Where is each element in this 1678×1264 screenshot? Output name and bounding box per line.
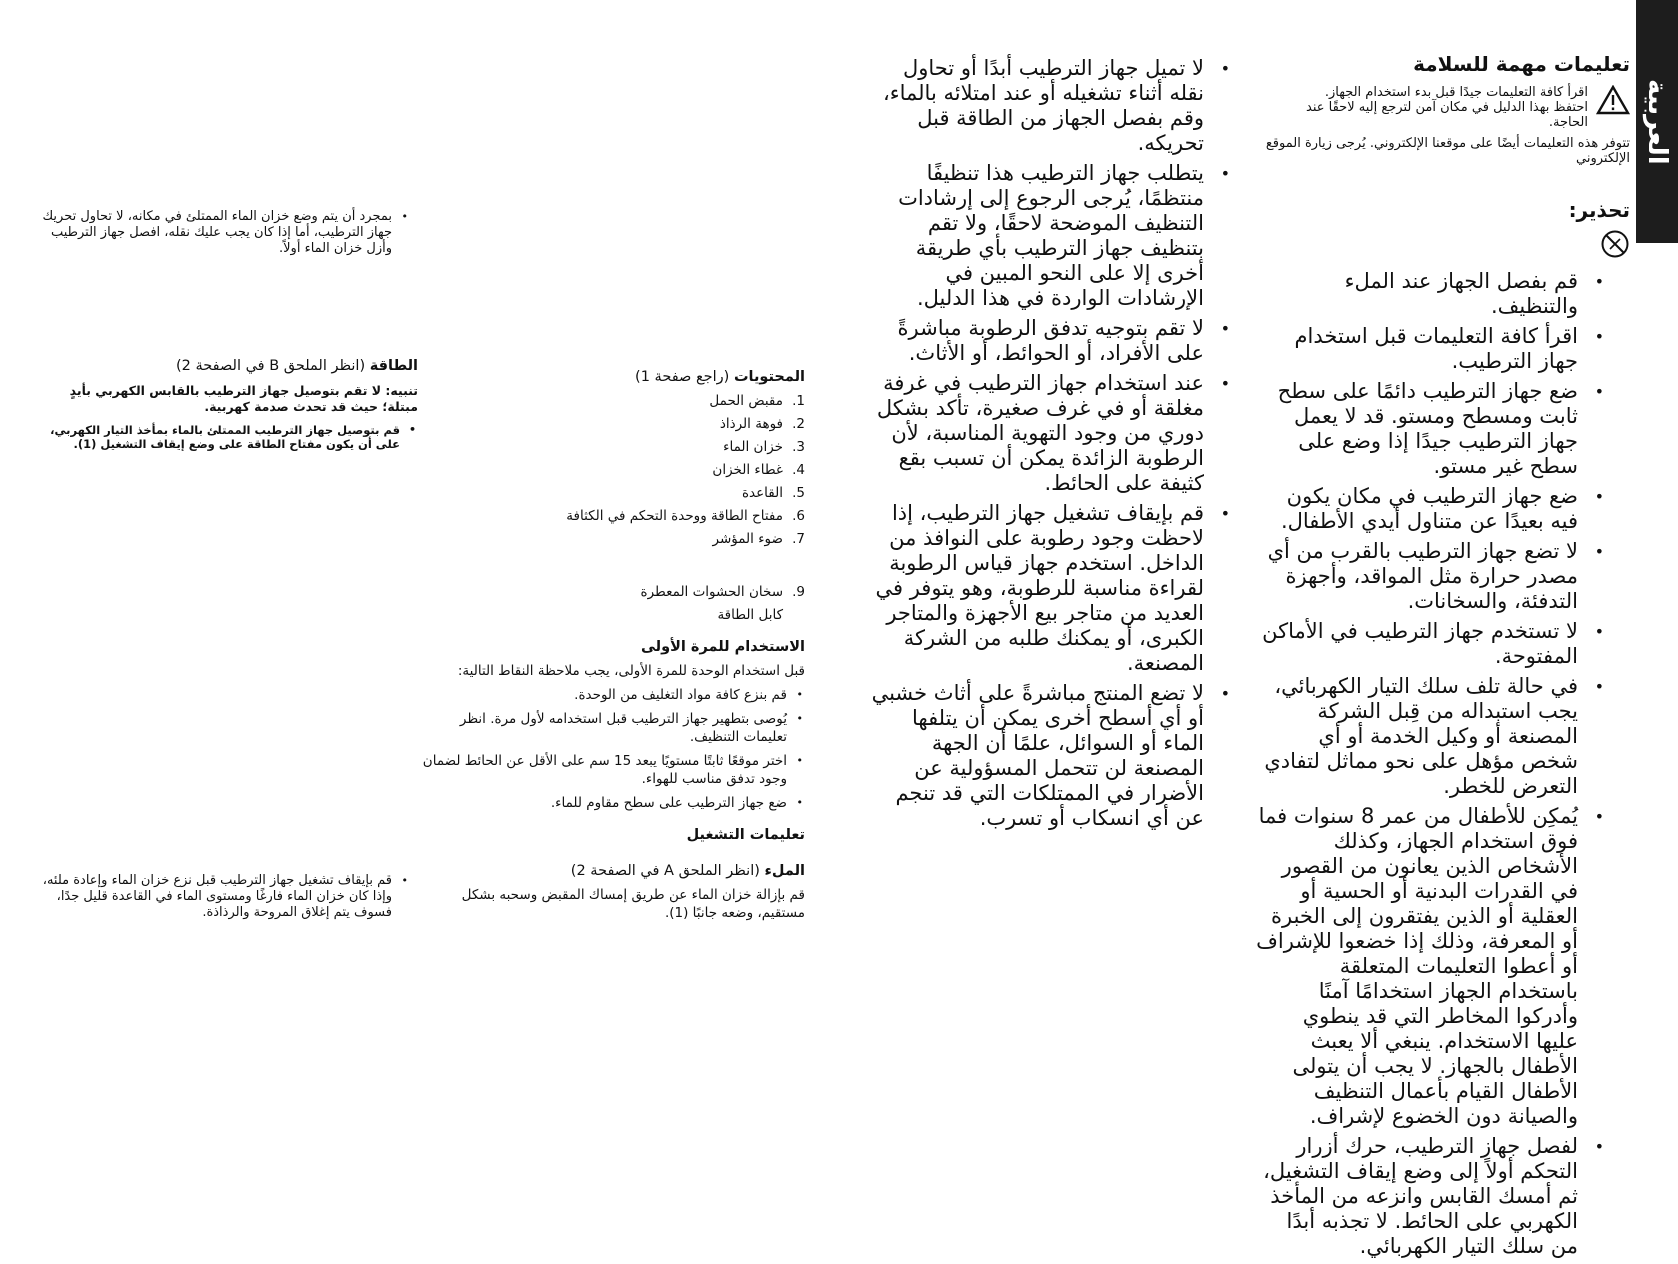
item-number: 7. [792,531,805,547]
list-item: • قم بفصل الجهاز عند الملء والتنظيف. [1255,269,1604,319]
list-item [420,392,805,410]
list-item [420,583,805,601]
list-item: • لا تضع جهاز الترطيب بالقرب من أي مصدر حرارة مثل المواقد، وأجهزة التدفئة، والسخانات. [1255,539,1604,614]
list-item [420,484,805,502]
left-column-bottom [40,873,410,927]
list-item: • في حالة تلف سلك التيار الكهربائي، يجب استبداله من قِبل الشركة المصنعة أو وكيل الخدمة أو أي شخص مؤهل على نحو مماثل لتفادي التعرض للخطر. [1255,674,1604,799]
language-tab-label: العربية [1642,78,1672,165]
item-number: 1. [792,393,805,409]
first-use-bullets [420,686,805,812]
item-number: 2. [792,416,805,432]
first-use-intro: قبل استخدام الوحدة للمرة الأولى، يجب ملاحظة النقاط التالية: [457,663,805,679]
item-number: 6. [792,508,805,524]
item-text: القاعدة [741,485,783,501]
warning-triangle-icon [1596,85,1630,115]
power-bullets [40,423,418,451]
safety-web-text: تتوفر هذه التعليمات أيضًا على موقعنا الإلكتروني. يُرجى زيارة الموقع الإلكتروني [1265,136,1630,166]
prohibition-icon [1600,229,1630,259]
fill-text: قم بإزالة خزان الماء عن طريق إمساك المقبض وسحبه بشكل مستقيم، وضعه جانبًا (1). [461,887,805,921]
warning-title: تحذير: [1568,198,1630,222]
caution-text: تنبيه: لا تقم بتوصيل جهاز الترطيب بالقابس الكهربي بأيدٍ مبتلة؛ حيث قد تحدث صدمة كهربية. [69,383,418,414]
contents-ref: (راجع صفحة 1) [635,369,734,385]
power-section [40,358,418,457]
list-item: • قم بتوصيل جهاز الترطيب الممتلئ بالماء بمأخذ التيار الكهربي، على أن يكون مفتاح الطاقة على وضع إيقاف التشغيل (1). [40,423,418,451]
list-item: • لا تضع المنتج مباشرةً على أثاث خشبي أو أي أسطح أخرى يمكن أن يتلفها الماء أو السوائل، علمًا أن الجهة المصنعة لن تتحمل المسؤولية عن الأضرار في الممتلكات التي قد تنجم عن أي انسكاب أو تسرب. [870,681,1230,831]
safety-intro-text: اقرأ كافة التعليمات جيدًا قبل بدء استخدام الجهاز. احتفظ بهذا الدليل في مكان آمن لترجع إليه لاحقًا عند الحاجة. [1306,85,1588,130]
safety-column-2 [870,56,1230,836]
list-item: • اقرأ كافة التعليمات قبل استخدام جهاز الترطيب. [1255,324,1604,374]
list-item: • لا تميل جهاز الترطيب أبدًا أو تحاول نقله أثناء تشغيله أو عند امتلائه بالماء، وقم بفصل الجهاز من الطاقة قبل تحريكه. [870,56,1230,156]
contents-title: المحتويات [733,369,805,385]
language-tab [1636,0,1678,243]
power-title: الطاقة [369,358,418,374]
list-item [420,415,805,433]
list-item: • قم بنزع كافة مواد التغليف من الوحدة. [420,686,805,704]
fill-title: الملء [764,863,805,879]
power-ref: (انظر الملحق B في الصفحة 2) [175,358,370,374]
list-item: • بمجرد أن يتم وضع خزان الماء الممتلئ في مكانه، لا تحاول تحريك جهاز الترطيب، أما إذا كان يجب عليك نقله، افصل جهاز الترطيب وأزل خزان الماء أولاً. [40,209,410,257]
operation-title: تعليمات التشغيل [686,827,805,843]
item-number: 4. [792,462,805,478]
item-text: غطاء الخزان [712,462,783,478]
list-item [420,507,805,525]
item-text: كابل الطاقة [717,607,783,623]
safety-column [1255,52,1630,1264]
first-use-title: الاستخدام للمرة الأولى [640,639,805,655]
list-item: • لا تستخدم جهاز الترطيب في الأماكن المفتوحة. [1255,619,1604,669]
item-text: سخان الحشوات المعطرة [640,584,783,600]
list-item: • يُوصى بتطهير جهاز الترطيب قبل استخدامه لأول مرة. انظر تعليمات التنظيف. [420,710,805,746]
list-item [420,530,805,548]
left-bottom-bullets [40,873,410,921]
list-item: • قم بإيقاف تشغيل جهاز الترطيب قبل نزع خزان الماء وإعادة ملئه، وإذا كان خزان الماء فارغًا ومستوى الماء في القاعدة قليل جدًا، فسوف يتم إغلاق المروحة والرذاذة. [40,873,410,921]
list-item: • يتطلب جهاز الترطيب هذا تنظيفًا منتظمًا، يُرجى الرجوع إلى إرشادات التنظيف الموضحة لاحقًا، ولا تقم بتنظيف جهاز الترطيب بأي طريقة أخرى إلا على النحو المبين في الإرشادات الواردة في هذا الدليل. [870,161,1230,311]
item-number: 3. [792,439,805,455]
item-number: 9. [792,584,805,600]
contents-heading [420,368,805,386]
list-item [420,438,805,456]
safety-title: تعليمات مهمة للسلامة [1413,52,1630,76]
list-item: • ضع جهاز الترطيب في مكان يكون فيه بعيدًا عن متناول أيدي الأطفال. [1255,484,1604,534]
list-item: • لفصل جهاز الترطيب، حرك أزرار التحكم أولاً إلى وضع إيقاف التشغيل، ثم أمسك القابس وانزعه من المأخذ الكهربي على الحائط. لا تجذبه أبدًا من سلك التيار الكهربائي. [1255,1134,1604,1259]
list-item: • قم بإيقاف تشغيل جهاز الترطيب، إذا لاحظت وجود رطوبة على النوافذ من الداخل. استخدم جهاز قياس الرطوبة لقراءة مناسبة للرطوبة، وهو يتوفر في العديد من متاجر بيع الأجهزة والمتاجر الكبرى، أو يمكنك طلبه من الشركة المصنعة. [870,501,1230,676]
list-item: • عند استخدام جهاز الترطيب في غرفة مغلقة أو في غرف صغيرة، تأكد بشكل دوري من وجود التهوية المناسبة، لأن الرطوبة الزائدة يمكن أن تسبب بقع كثيفة على الحائط. [870,371,1230,496]
safety-intro [1255,85,1630,130]
item-text: مفتاح الطاقة ووحدة التحكم في الكثافة [566,508,783,524]
fill-heading [420,862,805,880]
item-text: مقبض الحمل [709,393,783,409]
list-item: • اختر موقعًا ثابتًا مستويًا يبعد 15 سم على الأقل عن الحائط لضمان وجود تدفق مناسب للهواء. [420,752,805,788]
item-number: 5. [792,485,805,501]
safety-bullets-2 [870,56,1230,831]
item-text: خزان الماء [723,439,783,455]
item-text: فوهة الرذاذ [719,416,783,432]
list-item [420,461,805,479]
contents-list-2 [420,583,805,624]
fill-ref: (انظر الملحق A في الصفحة 2) [570,863,765,879]
left-top-bullets [40,209,410,257]
list-item: • يُمكِن للأطفال من عمر 8 سنوات فما فوق استخدام الجهاز، وكذلك الأشخاص الذين يعانون من القصور في القدرات البدنية أو الحسية أو العقلية أو الذين يفتقرون إلى الخبرة أو المعرفة، وذلك إذا خضعوا للإشراف أو أعطوا التعليمات المتعلقة باستخدام الجهاز استخدامًا آمنًا وأدركوا المخاطر التي قد ينطوي عليها الاستخدام. ينبغي ألا يعبث الأطفال بالجهاز. لا يجب أن يتولى الأطفال القيام بأعمال التنظيف والصيانة دون الخضوع لإشراف. [1255,804,1604,1129]
list-item: • ضع جهاز الترطيب دائمًا على سطح ثابت ومسطح ومستو. قد لا يعمل جهاز الترطيب جيدًا إذا وضع على سطح غير مستو. [1255,379,1604,479]
left-column-top [40,209,410,263]
contents-list [420,392,805,548]
item-text: ضوء المؤشر [712,531,783,547]
contents-column [420,368,805,922]
list-item: • ضع جهاز الترطيب على سطح مقاوم للماء. [420,794,805,812]
power-heading [40,358,418,375]
safety-bullets [1255,269,1630,1259]
list-item: • لا تقم بتوجيه تدفق الرطوبة مباشرةً على الأفراد، أو الحوائط، أو الأثاث. [870,316,1230,366]
list-item [420,606,805,624]
